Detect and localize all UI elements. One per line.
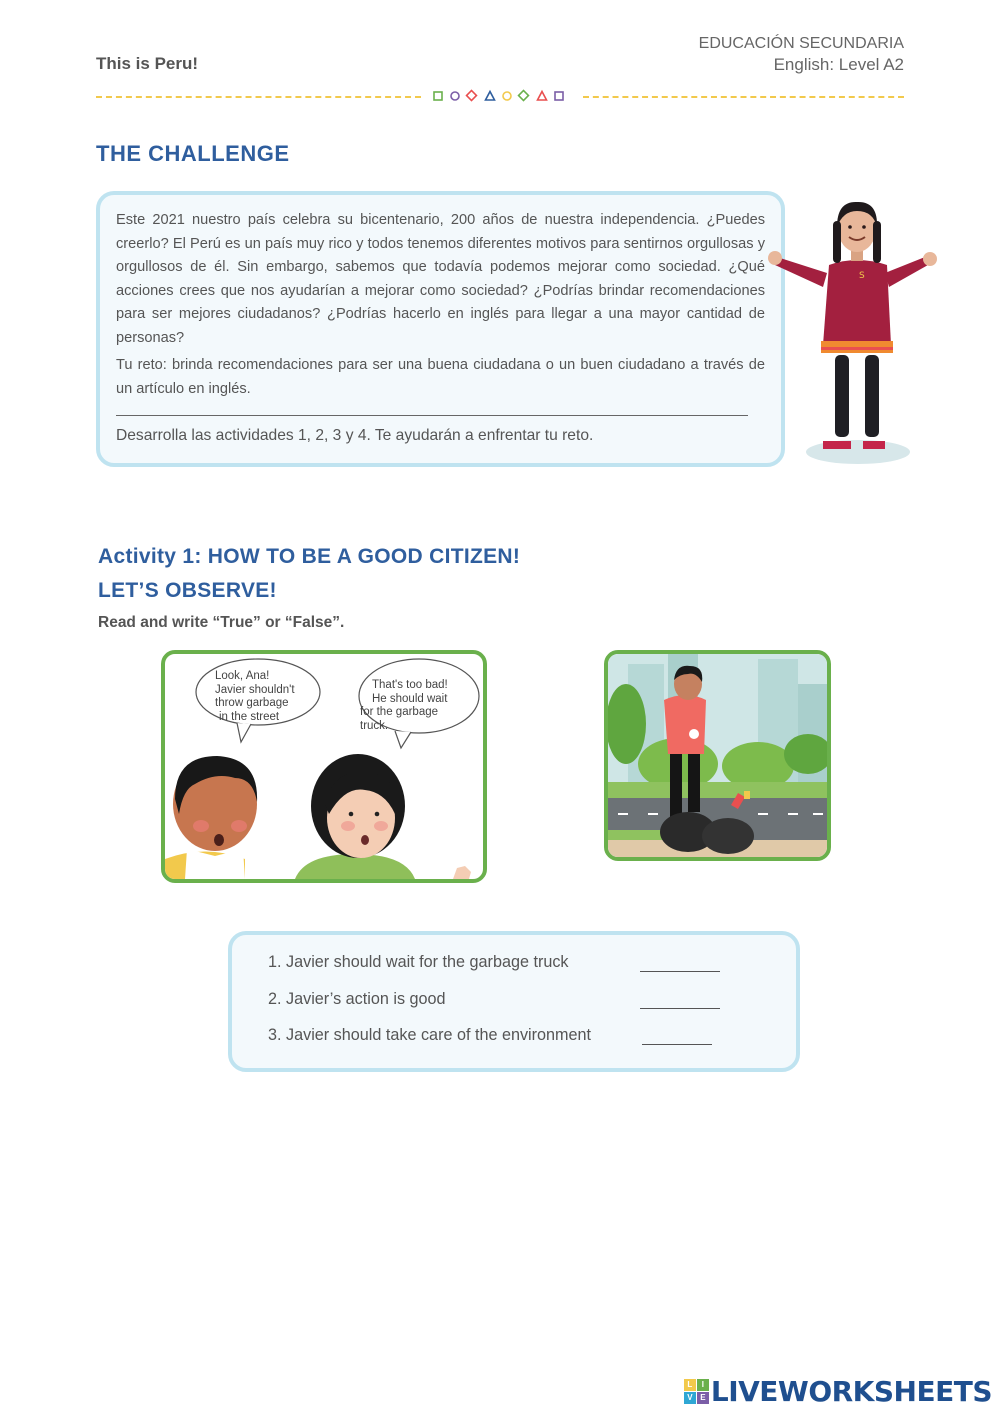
- header-level-line1: EDUCACIÓN SECUNDARIA: [698, 35, 904, 52]
- speech-bubble-left: Look, Ana! Javier shouldn't throw garbage in the street: [215, 670, 295, 723]
- street-scene: [604, 650, 831, 861]
- svg-text:S: S: [859, 271, 865, 281]
- decorative-shapes: [433, 89, 568, 103]
- challenge-divider: [116, 415, 748, 416]
- activity-title: [98, 540, 520, 608]
- girl-illustration: [765, 195, 940, 470]
- comic-panel: [161, 650, 487, 883]
- answer-blank-3[interactable]: [642, 1026, 712, 1045]
- answer-blank-2[interactable]: [640, 990, 720, 1009]
- logo-icon: L I V E: [684, 1379, 709, 1404]
- speech-bubble-right: That's too bad! He should wait for the garbage truck.: [360, 679, 448, 732]
- question-text: 3. Javier should take care of the environment: [268, 1026, 592, 1044]
- liveworksheets-logo: [684, 1375, 992, 1408]
- challenge-box: [96, 191, 785, 467]
- activity-instruction: Read and write “True” or “False”.: [98, 614, 345, 631]
- challenge-title: THE CHALLENGE: [96, 141, 290, 166]
- header-divider-left: [96, 96, 421, 98]
- question-row: [268, 990, 796, 1027]
- challenge-instruction: Desarrolla las actividades 1, 2, 3 y 4. Te ayudarán a enfrentar tu reto.: [116, 427, 594, 444]
- footer-brand: LIVEWORKSHEETS: [710, 1375, 992, 1408]
- question-text: 1. Javier should wait for the garbage truck: [268, 953, 569, 971]
- answer-blank-1[interactable]: [640, 953, 720, 972]
- activity-title-line1: Activity 1: HOW TO BE A GOOD CITIZEN!: [98, 545, 521, 568]
- activity-title-line2: LET’S OBSERVE!: [98, 579, 277, 602]
- question-row: [268, 1026, 796, 1063]
- challenge-paragraph-1: Este 2021 nuestro país celebra su bicentenario, 200 años de nuestra independencia. ¿Puedes creerlo? El Perú es un país muy rico y todos tenemos diferentes motivos para sentirnos orgullosas y orgullosos de él. Sin embargo, sabemos que todavía podemos mejorar como sociedad. ¿Qué acciones crees que nos ayudarían a mejorar como sociedad? ¿Podrías brindar recomendaciones para ser mejores ciudadanos? ¿Podrías hacerlo en inglés para llegar a una mayor cantidad de personas?: [116, 212, 765, 346]
- street-scene-illustration: [608, 654, 827, 857]
- question-text: 2. Javier’s action is good: [268, 989, 446, 1008]
- challenge-paragraph-2: Tu reto: brinda recomendaciones para ser una buena ciudadana o un buen ciudadano a través de un artículo en inglés.: [116, 357, 765, 397]
- header-level-line2: English: Level A2: [773, 55, 904, 74]
- questions-box: [228, 931, 800, 1072]
- header-title: This is Peru!: [96, 54, 199, 73]
- question-row: [268, 953, 796, 990]
- header-level: [699, 33, 904, 75]
- header-divider-right: [583, 96, 904, 98]
